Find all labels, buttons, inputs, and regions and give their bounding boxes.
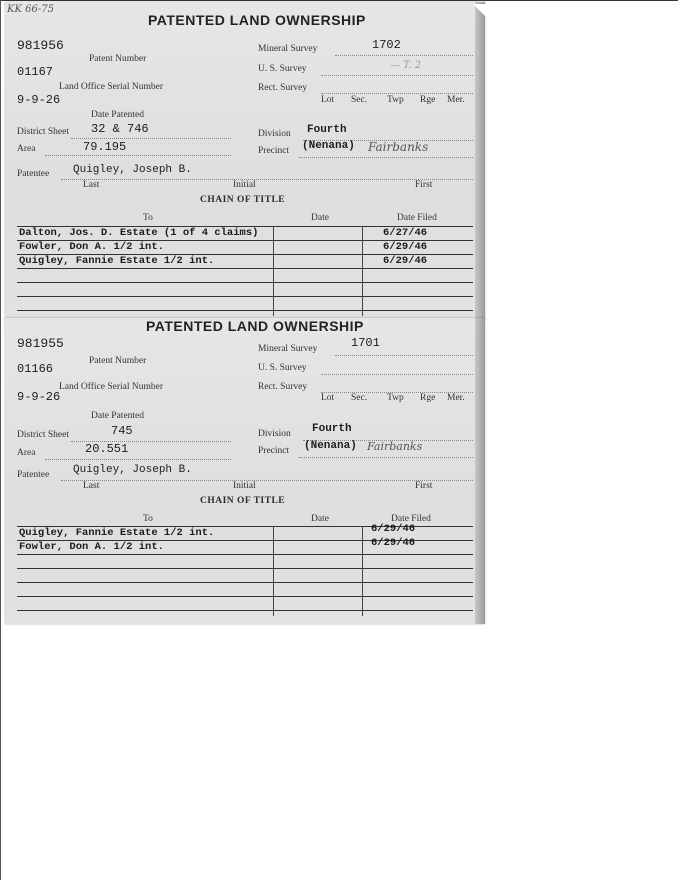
patentee-value: Quigley, Joseph B. bbox=[73, 164, 192, 176]
chain-row-1-to: Quigley, Fannie Estate 1/2 int. bbox=[19, 527, 215, 539]
dotted-line bbox=[61, 480, 473, 481]
chain-col-date: Date bbox=[311, 514, 329, 524]
name-col-first: First bbox=[415, 180, 433, 190]
table-rule bbox=[17, 568, 473, 569]
division-label: Division bbox=[258, 429, 291, 439]
table-rule bbox=[17, 610, 473, 611]
rect-col-mer: Mer. bbox=[447, 393, 465, 403]
precinct-value: (Nenana) bbox=[304, 440, 357, 452]
table-rule bbox=[17, 582, 473, 583]
table-rule bbox=[17, 310, 473, 311]
mineral-survey-value: 1701 bbox=[351, 336, 380, 350]
area-value: 20.551 bbox=[85, 442, 129, 456]
dotted-line bbox=[61, 179, 473, 180]
chain-row-2-filed: 6/29/46 bbox=[383, 241, 428, 253]
us-survey-label: U. S. Survey bbox=[258, 64, 307, 74]
precinct-handwritten: Fairbanks bbox=[367, 440, 423, 453]
card-title: PATENTED LAND OWNERSHIP bbox=[148, 12, 366, 28]
rect-survey-label: Rect. Survey bbox=[258, 83, 308, 93]
division-value: Fourth bbox=[307, 124, 347, 136]
dotted-line bbox=[45, 459, 231, 460]
name-col-initial: Initial bbox=[233, 481, 256, 491]
us-survey-label: U. S. Survey bbox=[258, 363, 307, 373]
chain-col-to: To bbox=[143, 213, 153, 223]
precinct-label: Precinct bbox=[258, 146, 290, 156]
name-col-initial: Initial bbox=[233, 180, 256, 190]
chain-row-2-filed: 6/29/46 bbox=[371, 537, 416, 549]
district-sheet-label: District Sheet bbox=[17, 430, 69, 440]
chain-col-date-filed: Date Filed bbox=[397, 213, 437, 223]
chain-row-1-filed: 6/27/46 bbox=[383, 227, 428, 239]
table-divider bbox=[362, 526, 363, 616]
table-rule bbox=[17, 282, 473, 283]
district-sheet-label: District Sheet bbox=[17, 127, 69, 137]
table-rule bbox=[17, 296, 473, 297]
table-rule bbox=[17, 596, 473, 597]
table-divider bbox=[273, 526, 274, 616]
rect-col-sec: Sec. bbox=[351, 393, 368, 403]
date-patented-value: 9-9-26 bbox=[17, 390, 61, 404]
patent-number-value: 981955 bbox=[17, 336, 64, 351]
dotted-line bbox=[45, 155, 231, 156]
date-patented-label: Date Patented bbox=[91, 110, 145, 120]
district-sheet-value: 32 & 746 bbox=[91, 122, 149, 136]
division-label: Division bbox=[258, 129, 291, 139]
serial-number-label: Land Office Serial Number bbox=[59, 82, 164, 92]
rect-col-twp: Twp bbox=[387, 393, 404, 403]
page-top-edge bbox=[0, 0, 678, 1]
area-label: Area bbox=[17, 448, 36, 458]
rect-col-mer: Mer. bbox=[447, 95, 465, 105]
chain-row-1-to: Dalton, Jos. D. Estate (1 of 4 claims) bbox=[19, 227, 259, 239]
precinct-value: (Nenana) bbox=[302, 140, 355, 152]
card-edge-shadow bbox=[475, 2, 485, 320]
chain-row-2-to: Fowler, Don A. 1/2 int. bbox=[19, 541, 164, 553]
rect-col-lot: Lot bbox=[321, 95, 335, 105]
rect-col-rge: Rge bbox=[420, 393, 436, 403]
rect-col-lot: Lot bbox=[321, 393, 335, 403]
patent-number-value: 981956 bbox=[17, 38, 64, 53]
rect-col-sec: Sec. bbox=[351, 95, 368, 105]
chain-col-date: Date bbox=[311, 213, 329, 223]
card-edge-shadow bbox=[475, 318, 485, 624]
chain-row-3-to: Quigley, Fannie Estate 1/2 int. bbox=[19, 255, 215, 267]
mineral-survey-value: 1702 bbox=[372, 38, 401, 52]
patentee-label: Patentee bbox=[17, 470, 50, 480]
page-left-edge bbox=[0, 0, 1, 880]
dotted-line bbox=[299, 457, 473, 458]
district-sheet-value: 745 bbox=[111, 424, 133, 438]
dotted-line bbox=[335, 55, 473, 56]
mineral-survey-label: Mineral Survey bbox=[258, 44, 318, 54]
ownership-card-1 bbox=[5, 2, 485, 320]
precinct-label: Precinct bbox=[258, 446, 290, 456]
dotted-line bbox=[335, 355, 473, 356]
division-value: Fourth bbox=[312, 423, 352, 435]
table-divider bbox=[273, 226, 274, 316]
folded-corner bbox=[473, 4, 487, 18]
name-col-last: Last bbox=[83, 481, 100, 491]
mineral-survey-label: Mineral Survey bbox=[258, 344, 318, 354]
dotted-line bbox=[321, 75, 473, 76]
name-col-last: Last bbox=[83, 180, 100, 190]
patentee-value: Quigley, Joseph B. bbox=[73, 464, 192, 476]
rect-col-rge: Rge bbox=[420, 95, 436, 105]
serial-number-value: 01166 bbox=[17, 362, 54, 376]
patent-number-label: Patent Number bbox=[89, 356, 147, 366]
us-survey-value: — T. 2 bbox=[390, 60, 422, 71]
rect-survey-label: Rect. Survey bbox=[258, 382, 308, 392]
chain-of-title-heading: CHAIN OF TITLE bbox=[200, 496, 286, 506]
chain-col-to: To bbox=[143, 514, 153, 524]
card-title: PATENTED LAND OWNERSHIP bbox=[146, 318, 364, 334]
serial-number-label: Land Office Serial Number bbox=[59, 382, 164, 392]
table-divider bbox=[362, 226, 363, 316]
dotted-line bbox=[71, 138, 231, 139]
name-col-first: First bbox=[415, 481, 433, 491]
dotted-line bbox=[299, 157, 473, 158]
chain-col-date-filed: Date Filed bbox=[391, 514, 431, 524]
table-rule bbox=[17, 268, 473, 269]
rect-col-twp: Twp bbox=[387, 95, 404, 105]
dotted-line bbox=[321, 93, 473, 94]
chain-of-title-heading: CHAIN OF TITLE bbox=[200, 195, 286, 205]
serial-number-value: 01167 bbox=[17, 65, 54, 79]
table-rule bbox=[17, 554, 473, 555]
chain-row-3-filed: 6/29/46 bbox=[383, 255, 428, 267]
chain-row-1-filed: 6/29/46 bbox=[371, 523, 416, 535]
precinct-handwritten: Fairbanks bbox=[368, 140, 429, 154]
date-patented-value: 9-9-26 bbox=[17, 93, 61, 107]
corner-note: KK 66-75 bbox=[7, 4, 54, 15]
area-label: Area bbox=[17, 144, 36, 154]
chain-row-2-to: Fowler, Don A. 1/2 int. bbox=[19, 241, 164, 253]
ownership-card-2 bbox=[5, 318, 485, 624]
area-value: 79.195 bbox=[83, 140, 127, 154]
patent-number-label: Patent Number bbox=[89, 54, 147, 64]
patentee-label: Patentee bbox=[17, 169, 50, 179]
date-patented-label: Date Patented bbox=[91, 411, 145, 421]
dotted-line bbox=[321, 374, 473, 375]
